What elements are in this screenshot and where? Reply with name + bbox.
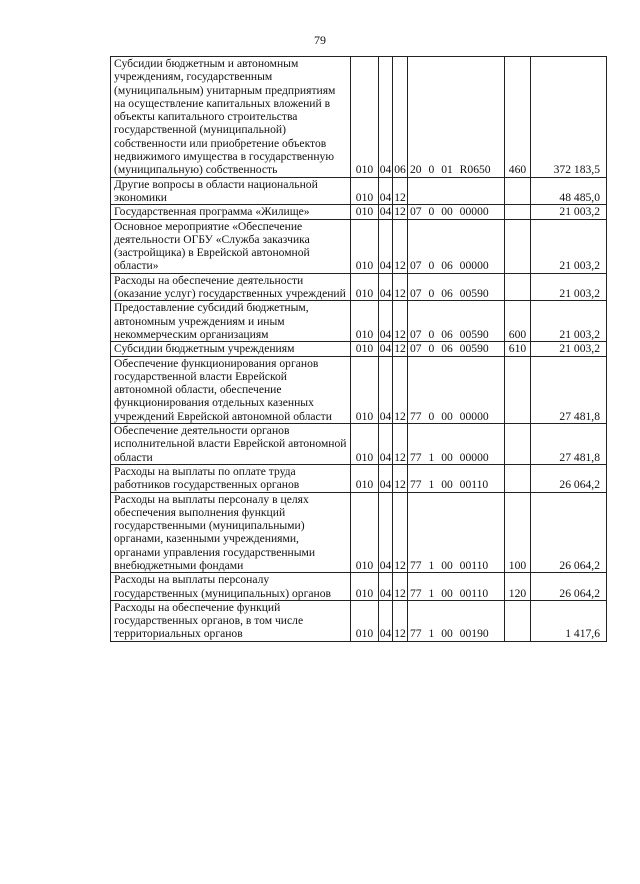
ministry-code-cell: 010 (351, 356, 379, 423)
row-name-cell: Основное мероприятие «Обеспечение деятельности ОГБУ «Служба заказчика (застройщика) в Еврейской автономной области» (111, 219, 351, 273)
subsection-code-cell: 06 (393, 57, 408, 178)
table-row (111, 342, 607, 356)
table-row (111, 464, 607, 492)
table-row (111, 219, 607, 273)
row-name-cell: Расходы на выплаты персоналу государственных (муниципальных) органов (111, 573, 351, 601)
subsection-code-cell: 12 (394, 342, 406, 356)
target-code-cell (408, 205, 505, 219)
amount-cell: 21 003,2 (531, 205, 607, 219)
section-code-cell: 04 (379, 342, 392, 356)
target-code: 77 1 00 00110 (410, 558, 489, 572)
amount-cell: 21 003,2 (531, 301, 607, 342)
amount-cell: 27 481,8 (531, 424, 607, 465)
subsection-code-cell: 12 (393, 464, 408, 492)
subsection-code-cell: 12 (393, 573, 408, 601)
target-code: 20 0 01 R0650 (410, 163, 491, 177)
expense-type-cell: 600 (505, 301, 531, 342)
table-row (111, 273, 607, 301)
row-name-cell: Субсидии бюджетным учреждениям (111, 342, 351, 356)
target-code-cell (408, 273, 505, 301)
section-code-cell: 04 (379, 424, 393, 465)
expense-type-cell (505, 464, 531, 492)
expense-type-cell: 100 (505, 492, 531, 573)
subsection-code-cell: 12 (393, 600, 408, 641)
amount-cell: 21 003,2 (531, 273, 607, 301)
subsection-code-cell: 12 (393, 424, 408, 465)
target-code-cell (408, 301, 505, 342)
amount-cell: 1 417,6 (531, 600, 607, 641)
ministry-code-cell: 010 (351, 342, 379, 356)
section-code-cell: 04 (379, 205, 392, 219)
target-code: 07 0 06 00590 (410, 342, 489, 356)
target-code: 77 1 00 00110 (410, 586, 489, 600)
section-code-cell: 04 (379, 273, 393, 301)
amount-cell: 21 003,2 (531, 219, 607, 273)
ministry-code-cell: 010 (351, 464, 379, 492)
target-code-cell (408, 57, 505, 178)
target-code: 77 0 00 00000 (410, 409, 489, 423)
subsection-code-cell: 12 (393, 219, 408, 273)
target-code: 07 0 00 00000 (410, 205, 489, 219)
ministry-code-cell: 010 (351, 177, 379, 205)
expense-type-cell: 610 (505, 342, 531, 356)
ministry-code-cell: 010 (351, 273, 379, 301)
table-row (111, 356, 607, 423)
ministry-code-cell: 010 (351, 219, 379, 273)
row-name-cell: Расходы на выплаты персоналу в целях обеспечения выполнения функций государственными (муниципальными) органами, казенными учреждениями, органами управления государственными внебюджетными фондами (111, 492, 351, 573)
expense-type-cell: 120 (505, 573, 531, 601)
budget-table (110, 56, 607, 642)
ministry-code-cell: 010 (351, 301, 379, 342)
table-row (111, 573, 607, 601)
table-row (111, 301, 607, 342)
target-code-cell (408, 342, 505, 356)
ministry-code-cell: 010 (351, 205, 379, 219)
ministry-code-cell: 010 (351, 57, 379, 178)
section-code-cell: 04 (379, 492, 393, 573)
subsection-code-cell: 12 (393, 356, 408, 423)
section-code-cell: 04 (379, 57, 393, 178)
table-row (111, 424, 607, 465)
target-code: 07 0 06 00590 (410, 287, 489, 301)
target-code-cell (408, 573, 505, 601)
subsection-code-cell: 12 (393, 273, 408, 301)
expense-type-cell (505, 219, 531, 273)
target-code-cell (408, 600, 505, 641)
expense-type-cell (505, 177, 531, 205)
expense-type-cell (505, 205, 531, 219)
row-name-cell: Расходы на выплаты по оплате труда работников государственных органов (111, 464, 351, 492)
section-code-cell: 04 (379, 464, 393, 492)
row-name-cell: Расходы на обеспечение функций государственных органов, в том числе территориальных органов (111, 600, 351, 641)
row-name-cell: Предоставление субсидий бюджетным, автономным учреждениям и иным некоммерческим организациям (111, 301, 351, 342)
expense-type-cell (505, 600, 531, 641)
ministry-code-cell: 010 (351, 573, 379, 601)
row-name-cell: Расходы на обеспечение деятельности (оказание услуг) государственных учреждений (111, 273, 351, 301)
ministry-code-cell: 010 (351, 424, 379, 465)
table-row (111, 600, 607, 641)
table-row (111, 492, 607, 573)
target-code-cell (408, 356, 505, 423)
row-name-cell: Субсидии бюджетным и автономным учреждениям, государственным (муниципальным) унитарным предприятиям на осуществление капитальных вложений в объекты капитального строительства государственной (муниципальной) собственности или приобретение объектов недвижимого имущества в государственную (муниципальную) собственность (111, 57, 351, 178)
row-name-cell: Обеспечение деятельности органов исполнительной власти Еврейской автономной области (111, 424, 351, 465)
target-code: 07 0 06 00000 (410, 259, 489, 273)
row-name-cell: Другие вопросы в области национальной экономики (111, 177, 351, 205)
section-code-cell: 04 (379, 177, 393, 205)
amount-cell: 48 485,0 (531, 177, 607, 205)
ministry-code-cell: 010 (351, 492, 379, 573)
section-code-cell: 04 (379, 600, 393, 641)
target-code-cell (408, 424, 505, 465)
target-code-cell (408, 177, 505, 205)
amount-cell: 26 064,2 (531, 573, 607, 601)
amount-cell: 26 064,2 (531, 464, 607, 492)
section-code-cell: 04 (379, 356, 393, 423)
section-code-cell: 04 (379, 219, 393, 273)
amount-cell: 26 064,2 (531, 492, 607, 573)
table-row (111, 177, 607, 205)
subsection-code-cell: 12 (393, 177, 408, 205)
target-code-cell (408, 219, 505, 273)
amount-cell: 372 183,5 (531, 57, 607, 178)
ministry-code-cell: 010 (351, 600, 379, 641)
target-code: 77 1 00 00190 (410, 627, 489, 641)
expense-type-cell: 460 (505, 57, 531, 178)
page-number: 79 (314, 33, 326, 47)
target-code-cell (408, 464, 505, 492)
target-code-cell (408, 492, 505, 573)
expense-type-cell (505, 424, 531, 465)
target-code: 77 1 00 00110 (410, 478, 489, 492)
row-name-cell: Обеспечение функционирования органов государственной власти Еврейской автономной области, обеспечение функционирования отдельных казенных учреждений Еврейской автономной области (111, 356, 351, 423)
target-code: 07 0 06 00590 (410, 327, 489, 341)
subsection-code-cell: 12 (393, 301, 408, 342)
table-row (111, 57, 607, 178)
subsection-code-cell: 12 (394, 205, 406, 219)
target-code: 77 1 00 00000 (410, 450, 489, 464)
amount-cell: 27 481,8 (531, 356, 607, 423)
table-row (111, 205, 607, 219)
row-name-cell: Государственная программа «Жилище» (111, 205, 351, 219)
amount-cell: 21 003,2 (531, 342, 607, 356)
expense-type-cell (505, 356, 531, 423)
section-code-cell: 04 (379, 301, 393, 342)
section-code-cell: 04 (379, 573, 393, 601)
expense-type-cell (505, 273, 531, 301)
subsection-code-cell: 12 (393, 492, 408, 573)
